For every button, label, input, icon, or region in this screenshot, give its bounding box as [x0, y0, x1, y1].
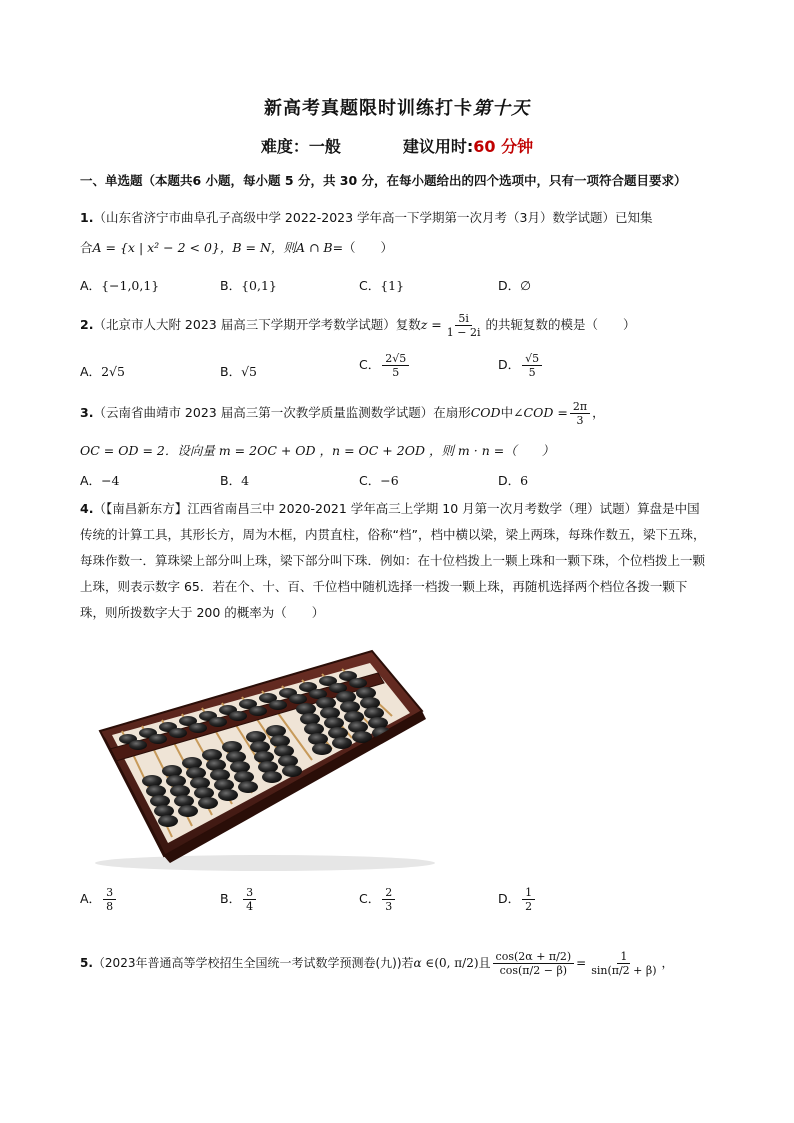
q5-lhs-fraction: $\frac{\cos(2\alpha + \pi/2)}{\cos(\pi/2 - \beta)}$ [493, 950, 575, 977]
q1-line2 [80, 239, 720, 257]
q5-source: （2023年普通高等学校招生全国统一考试数学预测卷(九))若 [92, 956, 414, 970]
q4-text [80, 496, 712, 626]
q2-tail: 的共轭复数的模是（ ） [485, 317, 636, 332]
q3-option-a: A．−4 [80, 473, 120, 488]
q3-option-d: D．6 [498, 473, 529, 488]
q4-option-d: D． $\frac{1}{2}$ [498, 886, 537, 913]
q1-mid: ，B = N，则 [219, 240, 296, 255]
q5-line [80, 950, 720, 977]
q4-option-c: C． $\frac{2}{3}$ [359, 886, 397, 913]
q5-equals: = [576, 956, 587, 970]
q5-comma: ， [661, 956, 674, 970]
q1-option-c: C．{1} [359, 278, 405, 293]
q1-end: =（ ） [332, 240, 394, 255]
q2-option-b: B．√5 [220, 364, 257, 379]
abacus-image [80, 631, 443, 875]
q3-source: （云南省曲靖市 2023 届高三第一次教学质量监测数学试题）在扇形 [93, 405, 471, 420]
q3-angle: ∠COD = [513, 405, 568, 420]
q3-sector: COD [470, 405, 501, 420]
page-subtitle [0, 134, 794, 157]
q1-source: （山东省济宁市曲阜孔子高级中学 2022-2023 学年高一下学期第一次月考（3月）数学试题）已知集 [93, 210, 653, 225]
page-title [0, 94, 794, 120]
q1-line1 [80, 209, 720, 227]
q5-rhs-fraction: $\frac{1}{\sin(\pi/2 + \beta)}$ [591, 950, 657, 977]
section-heading: 一、单选题（本题共6 小题，每小题 5 分，共 30 分，在每小题给出的四个选项中，只有一项符合题目要求） [80, 173, 687, 188]
difficulty-label: 难度：一般 [260, 137, 341, 156]
q4-body: （【南昌新东方】江西省南昌三中 2020-2021 学年高三上学期 10 月第一次月考数学（理）试题）算盘是中国传统的计算工具，其形长方，周为木框，内贯直柱，俗称“档”，档中横以梁，梁上两珠，每珠作数五，梁下五珠，每珠作数一．算珠梁上部分叫上珠，梁下部分叫下珠．例如：在十位档拨上一颗上珠和一颗下珠，个位档拨上一颗上珠，则表示数字 65．若在个、十、百、千位档中随机选择一档拨一颗上珠，再随机选择两个档位各拨一颗下珠，则所拨数字大于 200 的概率为（ ） [80, 501, 706, 620]
q3-line1 [80, 400, 720, 427]
q4-option-b: B． $\frac{3}{4}$ [220, 886, 258, 913]
time-label: 建议用时: [402, 137, 474, 156]
q1-option-a: A．{−1,0,1} [80, 278, 160, 293]
q5-number: 5. [80, 956, 93, 970]
q3-option-c: C．−6 [359, 473, 399, 488]
q3-fraction: $\frac{2\pi}{3}$ [570, 400, 590, 427]
q3-vectors: OC = OD = 2．设向量 m = 2OC + OD ，n = OC + 2OD ，则 m · n =（ ） [80, 443, 555, 458]
q2-fraction: $\frac{5i}{1 - 2i}$ [446, 312, 481, 339]
time-value: 60 分钟 [473, 137, 534, 156]
q3-option-b: B．4 [220, 473, 250, 488]
q1-set-a: A = {x | x² − 2 < 0} [92, 240, 220, 255]
q1-option-b: B．{0,1} [220, 278, 277, 293]
q5-alpha: α ∈ [413, 956, 435, 970]
q1-option-d: D．∅ [498, 278, 532, 293]
title-main: 新高考真题限时训练打卡 [264, 98, 473, 119]
q5-interval: (0, π/2) [434, 956, 479, 970]
q1-number: 1. [80, 210, 94, 225]
q3-line2 [80, 442, 720, 460]
q2-source: （北京市人大附 2023 届高三下学期开学考数学试题）复数 [93, 317, 421, 332]
q3-number: 3. [80, 405, 94, 420]
q2-option-a: A．2√5 [80, 364, 125, 379]
q5-and: 且 [478, 956, 491, 970]
q2-option-d: D． $\frac{√5}{5}$ [498, 352, 544, 379]
q1-expr: A ∩ B [295, 240, 333, 255]
q2-option-c: C． $\frac{2√5}{5}$ [359, 352, 411, 379]
title-day: 第十天 [473, 98, 530, 119]
q2-number: 2. [80, 317, 94, 332]
q2-z: z = [420, 317, 442, 332]
q4-number: 4. [80, 501, 94, 516]
q2-line [80, 312, 720, 339]
q3-mid: 中 [500, 405, 514, 420]
q4-option-a: A． $\frac{3}{8}$ [80, 886, 118, 913]
q1-prefix: 合 [80, 240, 93, 255]
q3-comma: ， [592, 405, 605, 420]
